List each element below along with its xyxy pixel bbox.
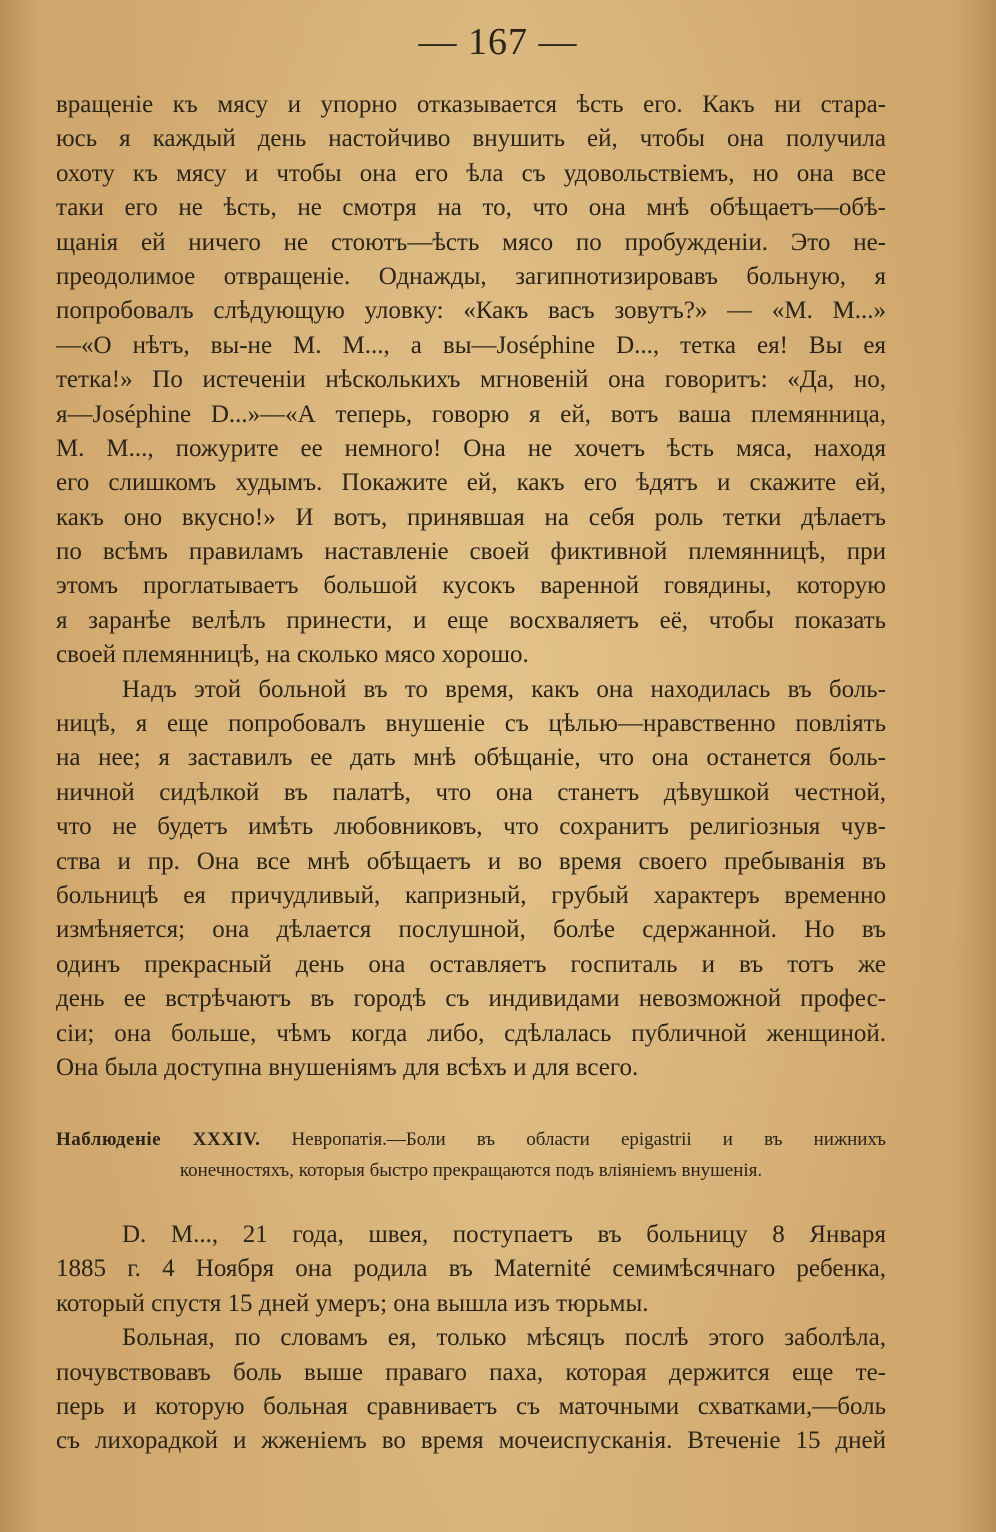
observation-subject: Невропатія.—Боли въ области epigastrii и въ нижнихъ bbox=[291, 1129, 887, 1150]
text-line: я—Joséphine D...»—«А теперь, говорю я ей, вотъ ваша племянница, bbox=[56, 400, 886, 428]
text-line: щанія ей ничего не стоютъ—ѣсть мясо по пробужденіи. Это не- bbox=[56, 228, 886, 256]
observation-title: Наблюденіе XXXIV. bbox=[56, 1129, 261, 1150]
paragraph bbox=[56, 1321, 886, 1459]
text-line: своей племянницѣ, на сколько мясо хорошо. bbox=[56, 641, 529, 669]
text-line: Надъ этой больной въ то время, какъ она находилась въ боль- bbox=[122, 675, 886, 703]
text-line: по всѣмъ правиламъ наставленіе своей фиктивной племянницѣ, при bbox=[56, 538, 886, 566]
text-line: 1885 г. 4 Ноября она родила въ Maternité семимѣсячнаго ребенка, bbox=[56, 1255, 886, 1283]
text-line: на нее; я заставилъ ее дать мнѣ обѣщаніе, что она останется боль- bbox=[56, 744, 886, 772]
text-line: тетка!» По истеченіи нѣсколькихъ мгновеній она говоритъ: «Да, но, bbox=[56, 366, 886, 394]
paragraph bbox=[56, 673, 886, 1086]
page-number: — 167 — bbox=[418, 21, 578, 63]
observation-line bbox=[56, 1124, 886, 1155]
observation-heading bbox=[56, 1124, 886, 1186]
text-line: измѣняется; она дѣлается послушной, болѣе сдержанной. Но въ bbox=[56, 916, 886, 944]
text-line: ничной сидѣлкой въ палатѣ, что она станетъ дѣвушкой честной, bbox=[56, 778, 886, 806]
text-line: Больная, по словамъ ея, только мѣсяцъ послѣ этого заболѣла, bbox=[122, 1324, 886, 1352]
text-line: сіи; она больше, чѣмъ когда либо, сдѣлалась публичной женщиной. bbox=[56, 1019, 886, 1047]
text-line: D. M..., 21 года, швея, поступаетъ въ больницу 8 Января bbox=[122, 1221, 886, 1248]
text-line: вращеніе къ мясу и упорно отказывается ѣсть его. Какъ ни стара- bbox=[56, 91, 886, 118]
text-line: попробовалъ слѣдующую уловку: «Какъ васъ зовутъ?» — «М. М...» bbox=[56, 297, 886, 325]
text-line: Она была доступна внушеніямъ для всѣхъ и для всего. bbox=[56, 1053, 639, 1081]
text-line: охоту къ мясу и чтобы она его ѣла съ удовольствіемъ, но она все bbox=[56, 159, 886, 187]
text-line: я заранѣе велѣлъ принести, и еще восхваляетъ её, чтобы показать bbox=[56, 606, 886, 634]
text-line: ницѣ, я еще попробовалъ внушеніе съ цѣлью—нравственно повліять bbox=[56, 710, 886, 738]
text-line: почувствовавъ боль выше праваго паха, которая держится еще те- bbox=[56, 1358, 886, 1386]
paragraph bbox=[56, 88, 886, 673]
text-line: больницѣ ея причудливый, капризный, грубый характеръ временно bbox=[56, 881, 886, 909]
text-line: юсь я каждый день настойчиво внушить ей, чтобы она получила bbox=[56, 125, 886, 153]
text-line: перь и которую больная сравниваетъ съ маточными схватками,—боль bbox=[56, 1392, 886, 1420]
text-line: преодолимое отвращеніе. Однажды, загипнотизировавъ больную, я bbox=[56, 262, 886, 290]
body-text-top bbox=[56, 88, 886, 1085]
observation-line: конечностяхъ, которыя быстро прекращаются подъ вліяніемъ внушенія. bbox=[179, 1160, 763, 1181]
text-line: М. М..., пожурите ее немного! Она не хочетъ ѣсть мяса, находя bbox=[56, 434, 886, 462]
text-line: который спустя 15 дней умеръ; она вышла изъ тюрьмы. bbox=[56, 1289, 649, 1317]
text-line: его слишкомъ худымъ. Покажите ей, какъ его ѣдятъ и скажите ей, bbox=[56, 469, 886, 497]
body-text-bottom bbox=[56, 1218, 886, 1459]
paragraph bbox=[56, 1218, 886, 1321]
text-line: съ лихорадкой и жженіемъ во время мочеиспусканія. Втеченіе 15 дней bbox=[56, 1427, 886, 1455]
text-line: день ее встрѣчаютъ въ городѣ съ индивидами невозможной профес- bbox=[56, 985, 886, 1013]
text-line: ства и пр. Она все мнѣ обѣщаетъ и во время своего пребыванія въ bbox=[56, 847, 886, 875]
text-line: таки его не ѣсть, не смотря на то, что она мнѣ обѣщаетъ—обѣ- bbox=[56, 194, 886, 222]
text-line: что не будетъ имѣть любовниковъ, что сохранитъ религіозныя чув- bbox=[56, 813, 886, 841]
text-line: одинъ прекрасный день она оставляетъ госпиталь и въ тотъ же bbox=[56, 950, 886, 978]
text-line: какъ оно вкусно!» И вотъ, принявшая на себя роль тетки дѣлаетъ bbox=[56, 503, 886, 531]
text-line: —«О нѣтъ, вы-не М. М..., а вы—Joséphine D..., тетка ея! Вы ея bbox=[56, 331, 886, 359]
text-line: этомъ проглатываетъ большой кусокъ варенной говядины, которую bbox=[56, 572, 886, 600]
